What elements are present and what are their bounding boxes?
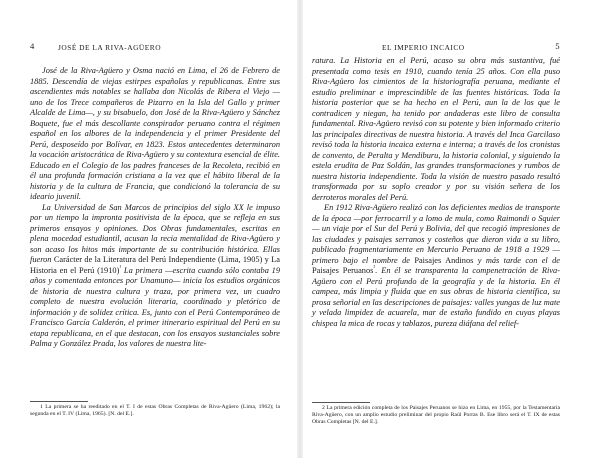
- right-paragraph-1: [312, 56, 560, 203]
- left-page-number: 4: [30, 41, 35, 51]
- left-paragraph-1: [30, 66, 280, 203]
- text-run: José de la Riva-Agüero y Osma nació en Lima, el 26 de Febrero de 1885. Descendía de viejas estirpes españolas y republicanas. Entre sus ascendientes más notables se hallaba don Nicolás de Ribera el Viejo —uno de los Trece compañeros de Pizarro en la Isla del Gallo y primer Alcalde de Lima—, y su bisabuelo, don José de la Riva-Agüero y Sánchez Boquete, fue el más descollante conspirador peruano contra el régimen español en los albores de la independencia y el primer Presidente del Perú, desposeído por Bolívar, en 1823. Estos antecedentes determinaron la vocación aristocrática de Riva-Agüero y su contextura esencial de élite. Educado en el Colegio de los padres franceses de la Recoleta, recibió en él una profunda formación cristiana a la vez que el hábito liberal de la historia y de la cultura de Francia, que condicionó la tolerancia de su ideario juvenil.: [30, 66, 280, 201]
- text-run: Paisajes Andinos: [414, 255, 474, 265]
- left-paragraph-2: [30, 203, 280, 350]
- text-run: Carácter de la Literatura del Perú Independiente (Lima, 1905) y La Historia en el Perú (1910): [30, 255, 280, 275]
- right-page: [304, 0, 600, 458]
- footnote-marker: ²: [373, 265, 376, 272]
- right-page-number: 5: [555, 41, 560, 51]
- text-run: La Universidad de San Marcos de principios del siglo XX le impuso por un tiempo la impronta positivista de la época, que se refleja en sus primeros ensayos y opiniones. Dos Obras fundamentales, escritas en plena mocedad estudiantil, acusan la recia mentalidad de Riva-Agüero y son acaso los hitos más importante de su contribución histórica. Ellas fueron: [30, 202, 280, 264]
- right-running-head: EL IMPERIO INCAICO: [382, 43, 465, 52]
- text-run: ratura. La Historia en el Perú, acaso su obra más sustantiva, fué presentada como tesis en 1910, cuando tenía 25 años. Con ella puso Riva-Agüero los cimientos de la historiografía peruana, mediante el estudio preliminar e imprescindible de las fuentes históricas. Toda la historia posterior que se ha hecho en el Perú, aun la de los que le contradicen y niegan, ha tenido por andaderas este libro de consulta fundamental. Riva-Agüero revisó con su potente y bien informado criterio las principales directivas de nuestra historia. A través del Inca Garcilaso revisó toda la historia incaica externa e interna; a través de los cronistas de convento, de Peralta y Mendiburu, la historia colonial, y siguiendo la estela erudita de Paz Soldán, las grandes transformaciones y rumbos de nuestra historia independiente. Toda la visión de nuestro pasado resultó transformada por su soplo creador y por su visión señera de los derroteros morales del Perú.: [312, 56, 560, 202]
- left-footnote-rule: [30, 401, 88, 402]
- text-run: y más tarde con el de: [473, 255, 560, 265]
- right-page-header: [312, 43, 560, 53]
- right-footnote-rule: [312, 402, 370, 403]
- left-running-head: JOSÉ DE LA RIVA-AGÜERO: [58, 43, 162, 52]
- left-page-body: [30, 66, 280, 350]
- left-page: [0, 0, 296, 458]
- right-page-body: [312, 56, 560, 329]
- footnote-marker: ¹: [119, 264, 122, 271]
- text-run: La primera —escrita cuando sólo contaba 19 años y comentada entonces por Unamuno— inicia los estudios orgánicos de historia de nuestra cultura y traza, por primera vez, un cuadro completo de nuestra evolución literaria, coordinado y pletórico de información y de solidez crítica. Es, junto con el Perú Contemporáneo de Francisco García Calderón, el primer itinerario espiritual del Perú en su etapa republicana, en el que destacan, con los ensayos sustanciales sobre Palma y González Prada, los valores de nuestra lite-: [30, 265, 280, 348]
- left-page-header: [30, 43, 280, 53]
- right-footnote-text: 2 La primera edición completa de los Paisajes Peruanos se hizo en Lima, en 1955, por la Testamentaría Riva-Agüero, con un amplio estudio preliminar del propio Raúl Porras B. Ese libro será el T. IX de estas Obras Completas [N. del E.].: [312, 405, 560, 426]
- left-footnote-text: 1 La primera se ha reeditado en el T. I de estas Obras Completas de Riva-Agüero (Lima, 1962); la segunda en el T. IV (Lima, 1965). [N. del E.].: [30, 404, 280, 418]
- right-footnote: [312, 405, 560, 426]
- text-run: . En él se transparenta la compenetración de Riva-Agüero con el Perú profundo de la geografía y de la historia. En él campea, más limpia y fluida que en sus obras de historia científica, su prosa señorial en las descripciones de paisajes: valles yungas de luz mate y velada limpidez de acuarela, mar de estaño fundido en cuyas playas chispea la mica de rocas y tablazos, pureza diáfana del relief-: [312, 266, 560, 328]
- book-gutter: [297, 0, 303, 458]
- text-run: Paisajes Peruanos: [312, 266, 374, 275]
- text-run: En 1912 Riva-Agüero realizó con los deficientes medios de transporte de la época —por ferrocarril y a lomo de mula, como Raimondi o Squier— un viaje por el Sur del Perú y Bolivia, del que recogió impresiones de las ciudades y paisajes serranos y costeños que dieron vida a su libro, publicado fragmentariamente en Mercurio Peruano de 1918 a 1929 —primero bajo el nombre de: [312, 203, 560, 265]
- left-footnote: [30, 404, 280, 418]
- right-paragraph-2: [312, 203, 560, 329]
